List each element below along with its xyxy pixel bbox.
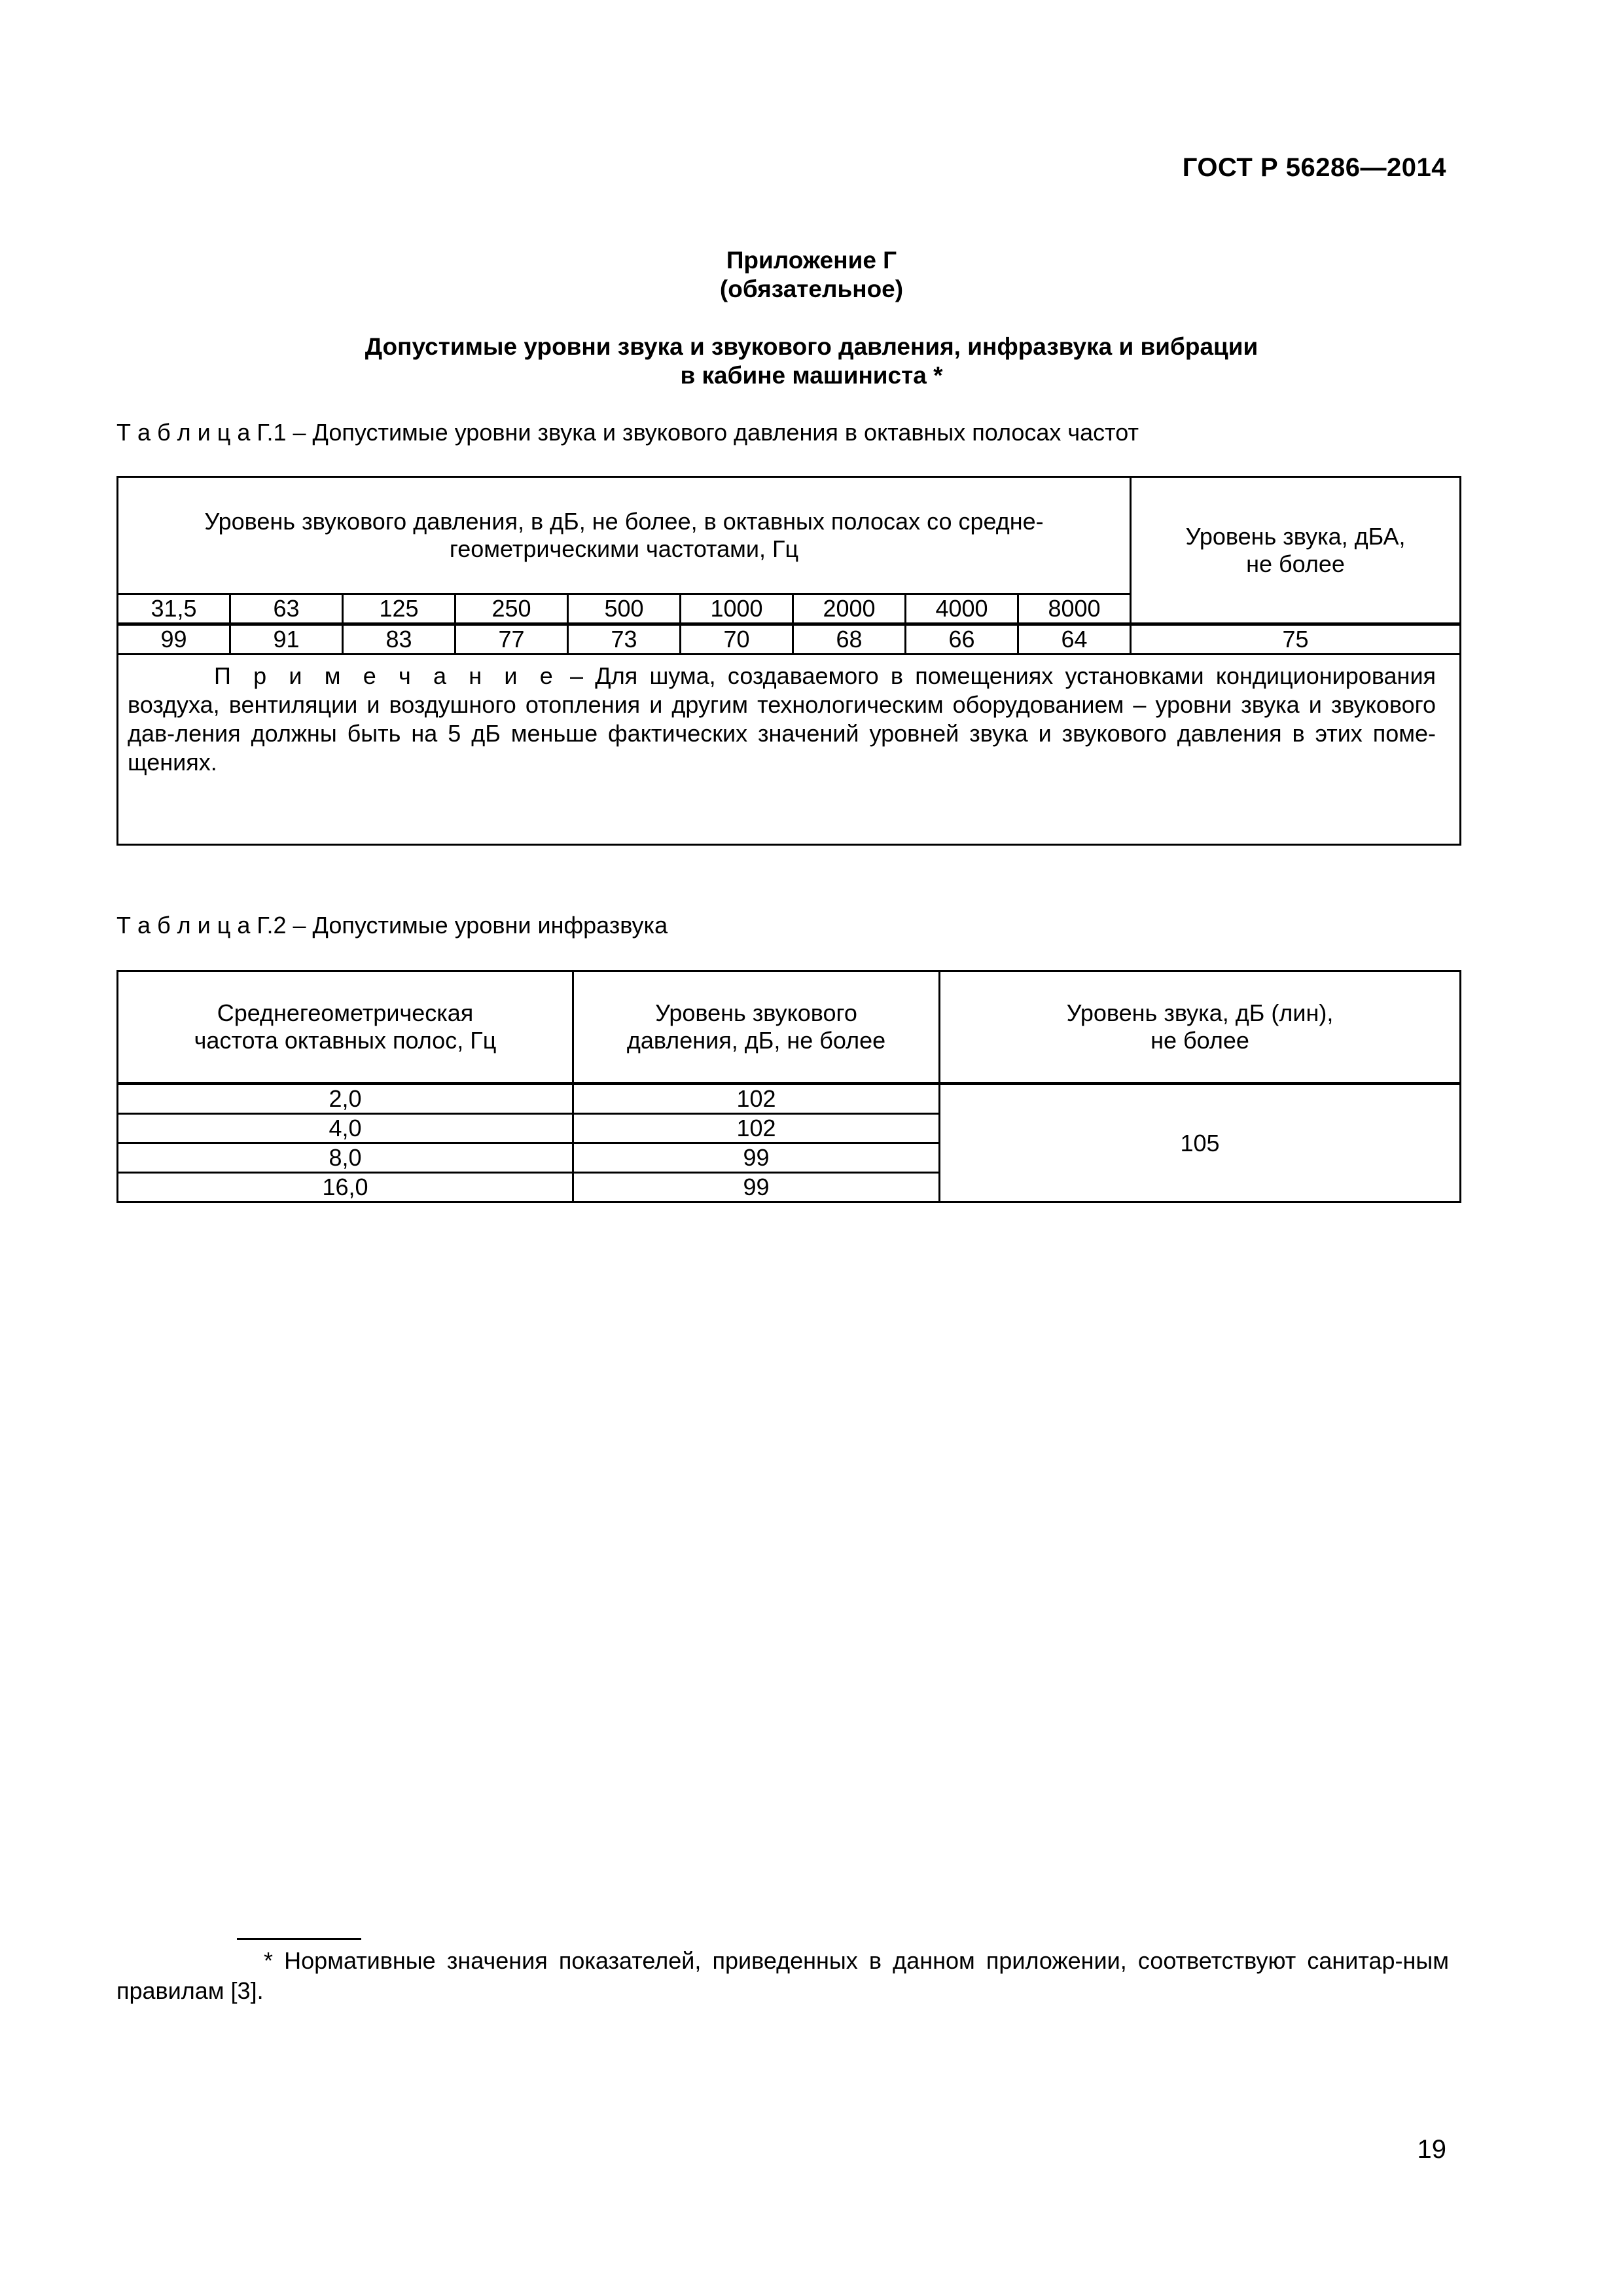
table2-header-level-line2: не более (1150, 1027, 1249, 1054)
table2-pressure-cell: 99 (573, 1143, 940, 1173)
table1-header-pressure (118, 477, 1131, 594)
table1-caption-text: Г.1 – Допустимые уровни звука и звукового давления в октавных полосах частот (250, 419, 1139, 446)
appendix-heading-line1: Допустимые уровни звука и звукового давления, инфразвука и вибрации (365, 333, 1258, 360)
table1-note (118, 655, 1461, 845)
table1-note-text: – Для шума, создаваемого в помещениях установками кондиционирования воздуха, вентиляции и воздушного отопления и другим технологическим оборудованием – уровни звука и звукового дав-ления должны быть на 5 дБ меньше фактических значений уровней звука и звукового давления в этих поме-щениях. (128, 662, 1436, 776)
table1-frequency-cell: 4000 (906, 594, 1018, 624)
footnote: * Нормативные значения показателей, приведенных в данном приложении, соответствуют санитар-ным правилам [3]. (116, 1947, 1449, 2004)
table2-caption (116, 912, 668, 939)
table1-value-cell: 83 (343, 624, 455, 655)
table1-value-cell: 73 (568, 624, 681, 655)
appendix-heading-line2: в кабине машиниста * (680, 362, 943, 389)
table2-header-pressure-line1: Уровень звукового (655, 999, 857, 1026)
table1-frequency-cell: 2000 (793, 594, 906, 624)
table1-header-pressure-line2: геометрическими частотами, Гц (449, 535, 799, 562)
table1-sound-level-value: 75 (1131, 624, 1461, 655)
table2-caption-prefix: Т а б л и ц а (116, 912, 251, 939)
table2-sound-level-value: 105 (940, 1084, 1461, 1202)
table1-value-cell: 91 (230, 624, 343, 655)
table2-pressure-cell: 102 (573, 1114, 940, 1143)
table1-value-cell: 99 (118, 624, 230, 655)
table2-pressure-cell: 99 (573, 1173, 940, 1202)
table1-note-label: П р и м е ч а н и е (214, 662, 558, 689)
table2-infrasound-levels (116, 970, 1461, 1203)
table1-value-cell: 66 (906, 624, 1018, 655)
table1-header-level-line2: не более (1246, 550, 1345, 577)
table1-caption (116, 419, 1139, 446)
table2-header-sound-level (940, 971, 1461, 1084)
table1-frequency-cell: 250 (455, 594, 568, 624)
table1-value-cell: 70 (681, 624, 793, 655)
appendix-title: Приложение Г (726, 247, 897, 274)
appendix-title-block (0, 246, 1623, 304)
footnote-divider (237, 1938, 361, 1940)
appendix-heading (0, 332, 1623, 390)
table1-frequency-cell: 31,5 (118, 594, 230, 624)
table2-header-frequency (118, 971, 573, 1084)
table1-sound-levels (116, 476, 1461, 846)
table1-header-level-line1: Уровень звука, дБА, (1185, 522, 1406, 550)
table2-frequency-cell: 8,0 (118, 1143, 573, 1173)
table-row (118, 1084, 1461, 1114)
table1-header-pressure-line1: Уровень звукового давления, в дБ, не более, в октавных полосах со средне- (204, 508, 1044, 535)
table2-header-pressure (573, 971, 940, 1084)
table2-frequency-cell: 2,0 (118, 1084, 573, 1114)
table1-header-sound-level (1131, 477, 1461, 624)
table1-frequency-cell: 500 (568, 594, 681, 624)
table2-pressure-cell: 102 (573, 1084, 940, 1114)
table2-header-frequency-line1: Среднегеометрическая (217, 999, 474, 1026)
table2-header-frequency-line2: частота октавных полос, Гц (194, 1027, 497, 1054)
table2-frequency-cell: 4,0 (118, 1114, 573, 1143)
table1-caption-prefix: Т а б л и ц а (116, 419, 251, 446)
table2-header-pressure-line2: давления, дБ, не более (626, 1027, 886, 1054)
table2-header-level-line1: Уровень звука, дБ (лин), (1066, 999, 1334, 1026)
document-code: ГОСТ Р 56286—2014 (1182, 153, 1446, 182)
appendix-status: (обязательное) (719, 276, 904, 302)
table1-frequency-cell: 63 (230, 594, 343, 624)
table1-frequency-cell: 125 (343, 594, 455, 624)
table1-frequency-cell: 8000 (1018, 594, 1131, 624)
page-number: 19 (1417, 2135, 1446, 2164)
table1-value-cell: 77 (455, 624, 568, 655)
table1-frequency-cell: 1000 (681, 594, 793, 624)
table1-value-cell: 68 (793, 624, 906, 655)
table1-value-cell: 64 (1018, 624, 1131, 655)
table2-frequency-cell: 16,0 (118, 1173, 573, 1202)
table2-caption-text: Г.2 – Допустимые уровни инфразвука (250, 912, 668, 939)
